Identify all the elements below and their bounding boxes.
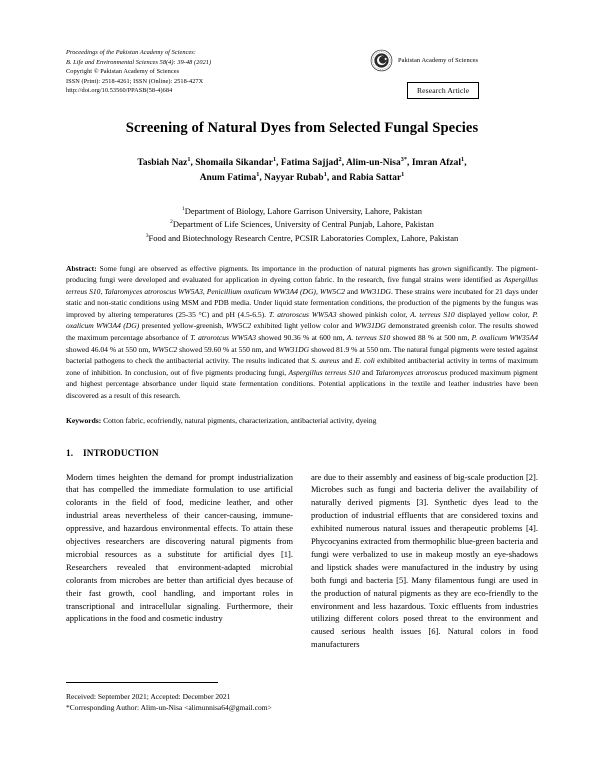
body-columns [66,471,538,652]
journal-name-line1: Proceedings of the Pakistan Academy of Sciences: [66,49,196,56]
academy-logo-row [370,49,478,72]
section-title: INTRODUCTION [83,447,159,458]
author-name: Alim-un-Nisa [345,157,401,168]
article-type-badge: Research Article [407,82,479,99]
keywords-block [66,415,538,426]
species-name: WW31DG [278,344,310,354]
footnote-block [66,682,293,714]
section-number: 1. [66,447,74,458]
affiliation-marker: 3 [145,233,149,240]
author-name: Imran Afzal [411,157,462,168]
author-line-1: Tasbiah Naz$^1$, Shomaila Sikandar$^1$, Fatima Sajjad$^2$, Alim-un-Nisa$^{3*}$, Imran Afzal$^1$, [137,155,467,168]
author-affiliation-marker: 1 [256,170,260,178]
doi-link[interactable]: http://doi.org/10.53560/PPASB(58-4)684 [66,87,173,95]
species-name: S. aureus [311,356,340,366]
academy-name-label: Pakistan Academy of Sciences [398,57,479,64]
species-name: WW5C2 [152,344,178,354]
species-name: WW31DG [354,321,386,331]
abstract-block [66,263,538,401]
corresponding-author[interactable]: *Corresponding Author: Alim-un-Nisa <alimunnisa64@gmail.com> [66,703,272,713]
author-name: Nayyar Rubab [264,173,324,184]
author-name: Anum Fatima [199,173,257,184]
species-name: WW31DG [359,286,391,296]
author-list [66,156,538,187]
issn-line: ISSN (Print): 2518-4261; ISSN (Online): 2518-427X [66,77,204,85]
masthead [66,48,538,99]
author-affiliation-marker: 2 [338,155,342,163]
affiliation-item: $^2$Department of Life Sciences, University of Central Punjab, Lahore, Pakistan [170,219,434,230]
author-affiliation-marker: 1 [187,155,191,163]
received-dates: Received: September 2021; Accepted: December 2021 [66,692,231,701]
copyright-line: Copyright © Pakistan Academy of Sciences [66,68,180,76]
species-name: A. terreus S10 [410,309,455,319]
author-affiliation-marker: 1 [272,155,277,163]
abstract-label: Abstract: [66,263,97,273]
species-name: Aspergillus terreus S10, Talaromyces atroroscus WW5A3, Penicillium oxalicum WW3A4 (DG), WW5C2 [66,275,538,296]
species-name: P. oxalicum WW3A4 (DG) [66,309,538,331]
author-name: Shomaila Sikandar [195,157,273,168]
journal-name-line2: B. Life and Environmental Sciences 58(4): 39-48 (2021) [66,58,212,66]
author-affiliation-marker: 1 [461,155,465,163]
author-line-2: Anum Fatima$^1$, Nayyar Rubab$^1$, and Rabia Sattar$^1$ [199,170,405,184]
author-name: Rabia Sattar [349,173,402,184]
keywords-label: Keywords: [66,416,102,426]
species-name: T. atroroscus WW5A3 [268,309,337,319]
introduction-heading [66,448,538,458]
species-name: Aspergillus terreus S10 [288,367,360,377]
author-name: Tasbiah Naz [137,157,188,168]
affiliation-item: $^1$Department of Biology, Lahore Garrison University, Lahore, Pakistan [181,205,423,216]
species-name: P. oxalicum WW35A4 [471,333,538,343]
intro-paragraph-right: are due to their assembly and easiness of big-scale production [2]. Microbes such as fungi and bacteria deliver the availability of naturally derived pigments [3]. Synthetic dyes lead to the production of industrial effluents that are considered toxins and exhibited numerous natural issues and therapeutic problems [4]. Phycocyanins extracted from thermophilic blue-green bacteria and fungi were verbalized to use in makeup mostly an eye-shadows and lipstick shades were manufactured in the industry by using both fungi and bacteria [5]. Many filamentous fungi are used in the production of natural pigments as they are eco-friendly to the environment and less hazardous. Toxic effluents from industries utilizing different colors posed threat to the environment and caused serious health issues [6]. Natural colors in food manufacturers [311,471,538,650]
species-name: E. coli [354,356,375,366]
paper-title: Screening of Natural Dyes from Selected Fungal Species [125,119,479,136]
keywords-text: Cotton fabric, ecofriendly, natural pigments, characterization, antibacterial activity, dyeing [101,416,377,426]
species-name: T. atrorotcus WW5A3 [190,333,257,343]
abstract-text: Some fungi are observed as effective pigments. Its importance in the production of natural pigments has grown significantly. The pigment-producing fungi were developed and evaluated for application in dyeing cotton fabric. In the research, five fungal strains were identified as Aspergillus terreus S10, Talaromyces atroroscus WW5A3, Penicillium oxalicum WW3A4 (DG), WW5C2 and WW31DG. These strains were incubated for 21 days under static and non-static conditions using MSM and PDB media. Under liquid state fermentation conditions, the production of the pigments by the fungus was improved by altering temperatures (25-35 °C) and pH (4.5-6.5). T. atroroscus WW5A3 showed pinkish color, A. terreus S10 displayed yellow color, P. oxalicum WW3A4 (DG) presented yellow-greenish, WW5C2 exhibited light yellow color and WW31DG demonstrated greenish color. The results showed the maximum percentage absorbance of T. atrorotcus WW5A3 showed 90.36 % at 600 nm, A. terreus S10 showed 88 % at 500 nm, P. oxalicum WW35A4 showed 46.04 % at 550 nm, WW5C2 showed 59.60 % at 550 nm, and WW31DG showed 81.9 % at 550 nm. The natural fungal pigments were tested against bacterial pathogens to check the antibacterial activity. The results indicated that S. aureus and E. coli exhibited antibacterial activity in terms of maximum zone of inhibition. In conclusion, out of five pigments producing fungi, Aspergillus terreus S10 and Talaromyces atroroscus produced maximum pigment and highest percentage absorbance under liquid state fermentation conditions. Potential applications in the textile and leather industries have been discovered as a result of this research. [66,263,539,400]
footnote-divider [66,682,218,683]
species-name: Talaromyces atroroscus [375,367,448,377]
journal-info-block [66,48,211,96]
affiliation-marker: 1 [181,205,185,212]
body-column-right [311,471,538,652]
species-name: WW5C2 [226,321,252,331]
author-affiliation-marker: 1 [323,170,327,178]
pakistan-academy-of-sciences-seal-icon [370,49,393,72]
species-name: A. terreus S10 [346,333,391,343]
masthead-right-block [370,48,538,99]
author-name: Fatima Sajjad [280,157,339,168]
page-content [66,48,538,651]
affiliation-list [66,205,538,246]
body-column-left [66,471,293,652]
affiliation-item: $^3$Food and Biotechnology Research Centre, PCSIR Laboratories Complex, Lahore, Pakistan [145,233,459,244]
affiliation-marker: 2 [170,219,173,226]
author-affiliation-marker: 1 [401,170,405,178]
author-affiliation-marker: 3* [400,155,408,163]
intro-paragraph-left: Modern times heighten the demand for prompt industrialization that has compelled the immediate formulation to use artificial colorants in the field of food, medicine leather, and other industrial areas nevertheless of their cancer-causing, immune-oppressive, and hazardous environmental effects. To attain these objectives researchers are discovering natural pigments from microbial resources as a substitute for artificial dyes [1]. Researchers revealed that environment-adapted microbial colorants from microbes are better than artificial dyes because of their fast growth, cool handling, and important roles in transcriptional and intracellular signaling. Furthermore, their applications in the food and cosmetic industry [66,471,293,624]
